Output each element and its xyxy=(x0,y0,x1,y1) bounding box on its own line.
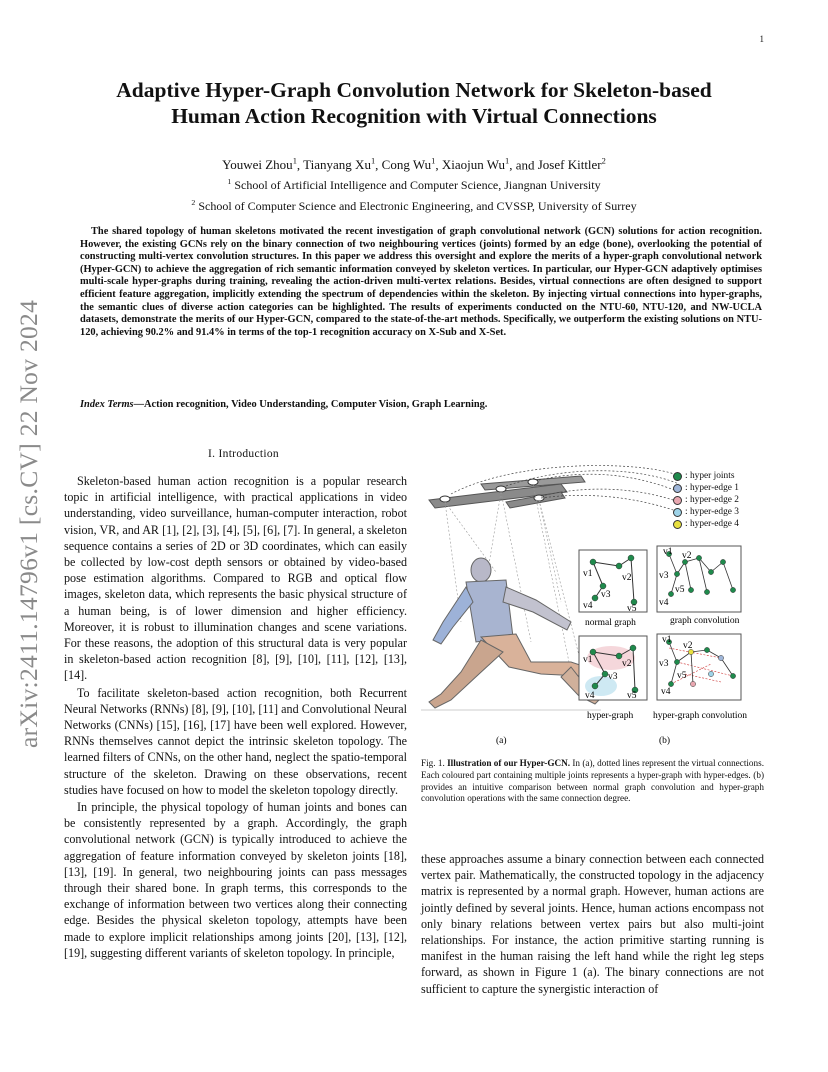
index-terms-text: —Action recognition, Video Understanding, Computer Vision, Graph Learning. xyxy=(133,399,488,410)
column-left-body xyxy=(64,473,407,962)
svg-text:v1: v1 xyxy=(583,569,593,579)
legend-swatch xyxy=(673,484,682,493)
svg-text:v3: v3 xyxy=(659,659,669,669)
arxiv-stamp: arXiv:2411.14796v1 [cs.CV] 22 Nov 2024 xyxy=(14,299,43,748)
figure-legend xyxy=(673,470,739,530)
mannequin-figure xyxy=(429,558,601,708)
svg-text:v4: v4 xyxy=(583,601,593,611)
legend-item-hyper-edge-2: : hyper-edge 2 xyxy=(673,494,739,506)
label-hyper-graph-convolution: hyper-graph convolution xyxy=(653,711,747,721)
abstract-text: The shared topology of human skeletons motivated the recent investigation of graph convolutional network (GCN) solutions for action recognition. However, the existing GCNs rely on the binary connection of two neighbouring vertices (joints) formed by an edge (bone), overlooking the potential of constructing multi-vertex convolution structures. In this paper we address this oversight and explore the merits of a hyper-graph convolutional network (Hyper-GCN) to achieve the aggregation of rich semantic information conveyed by skeleton vertices. In particular, our Hyper-GCN adaptively optimises multi-scale hyper-graphs during training, revealing the action-driven multi-vertex relations. Besides, virtual connections are often designed to support efficient feature aggregation, implicitly extending the spectrum of dependencies within the skeleton. By injecting virtual connections into hyper-graphs, the semantic clues of diverse action categories can be highlighted. The results of experiments conducted on the NTU-60, NTU-120, and NW-UCLA datasets, demonstrate the merits of our Hyper-GCN, compared to the state-of-the-art methods. Specifically, we outperform the existing solutions on NTU-120, achieving 90.2% and 91.4% in terms of the top-1 recognition accuracy on X-Sub and X-Set. xyxy=(80,226,762,338)
svg-text:v5: v5 xyxy=(627,691,637,701)
svg-text:v2: v2 xyxy=(683,641,693,651)
author-name: Youwei Zhou$^1$ xyxy=(222,156,297,173)
author-names: Youwei Zhou$^1$, Tianyang Xu$^1$, Cong Wu$^1$, Xiaojun Wu$^1$, and Josef Kittler$^2$ xyxy=(222,156,606,173)
caption-title: Illustration of our Hyper-GCN. xyxy=(447,758,571,768)
svg-text:v3: v3 xyxy=(601,590,611,600)
svg-text:v2: v2 xyxy=(682,551,692,561)
svg-text:v3: v3 xyxy=(659,571,669,581)
legend-swatch xyxy=(673,508,682,517)
legend-swatch xyxy=(673,472,682,481)
section-heading-introduction: I. Introduction xyxy=(208,448,279,460)
intro-paragraph-3: In principle, the physical topology of human joints and bones can be consistently represented by a graph. Accordingly, the graph convolutional network (GCN) is typically introduced to achieve the aggregation of feature information conveyed by skeleton joints [18], [13], [19]. In general, two neighbouring joints can pass messages through their shared bone. In graph terms, this corresponds to the exchange of information between two vertices along their connecting edge. Besides the physical skeleton topology, attempts have been made to explore implicit relationships among joints [20], [13], [12], [19], suggesting different variants of skeleton topology. In principle, xyxy=(64,800,407,960)
index-terms-label: Index Terms xyxy=(80,399,134,410)
author-name: Cong Wu$^1$ xyxy=(381,156,436,173)
abstract xyxy=(80,226,762,339)
intro-paragraph-2: To facilitate skeleton-based action recognition, both Recurrent Neural Networks (RNNs) [8], [9], [10], [11] and Convolutional Neural Networks (CNNs) [15], [16], [17] have been well explored. However, RNNs themselves cannot depict the intrinsic skeleton topology. The learned filters of CNNs, on the other hand, neglect the spatio-temporal structure of the skeleton. Drawing on these observations, recent studies have focused on how to model the skeleton topology directly. xyxy=(64,685,407,797)
legend-item-hyper-edge-4: : hyper-edge 4 xyxy=(673,518,739,530)
figure-caption xyxy=(421,758,764,805)
svg-text:v4: v4 xyxy=(661,687,671,697)
svg-text:v4: v4 xyxy=(659,598,669,608)
legend-item-hyper-joints: : hyper joints xyxy=(673,470,739,482)
svg-text:v5: v5 xyxy=(677,671,687,681)
panel-normal-graph xyxy=(579,550,647,614)
svg-text:v4: v4 xyxy=(585,691,595,701)
column-right-body xyxy=(421,851,764,998)
svg-text:v3: v3 xyxy=(608,672,618,682)
legend-swatch xyxy=(673,520,682,529)
page-number: 1 xyxy=(759,34,764,44)
label-normal-graph: normal graph xyxy=(585,618,636,628)
author-name: Xiaojun Wu$^1$ xyxy=(441,156,510,173)
author-name: Tianyang Xu$^1$ xyxy=(303,156,376,173)
legend-swatch xyxy=(673,496,682,505)
affiliation-2: $^2$ School of Computer Science and Electronic Engineering, and CVSSP, University of Surrey xyxy=(191,198,637,214)
panel-hyper-graph xyxy=(579,636,647,701)
intro-paragraph-1: Skeleton-based human action recognition is a popular research topic in artificial intelligence, with practical applications in video understanding, video surveillance, human-computer interaction, robot vision, VR, and AR [1], [2], [3], [4], [5], [6], [7]. In general, a skeleton sequence contains a series of 2D or 3D coordinates, which can easily be collected by low-cost depth sensors or obtained by video-based pose estimation algorithms. Compared to RGB and optical flow images, skeleton data, which represents the basic physical structure of a human being, is of lower dimension and higher efficiency. Moreover, it is robust to illumination changes and scene variations. For these reasons, the adoption of this structural data is very popular in skeleton-based action recognition [8], [9], [10], [11], [12], [13], [14]. xyxy=(64,474,407,683)
intro-paragraph-continued: these approaches assume a binary connection between each connected vertex pair. Mathematically, the constructed topology in the adjacency matrix is represented by a normal graph. However, human actions are jointly defined by several joints. Hence, human actions encompass not only binary relations between vertex pairs but also multi-joint relationships. For instance, the action primitive starting running is manifest in the human raising the left hand while the right leg steps forward, as shown in Figure 1 (a). The binary connections are not sufficient to capture the synergistic interaction of xyxy=(421,852,764,996)
author-block xyxy=(80,153,748,215)
label-subfig-a: (a) xyxy=(496,736,507,746)
affiliation-1: $^1$ School of Artificial Intelligence and Computer Science, Jiangnan University xyxy=(227,177,601,193)
svg-text:v1: v1 xyxy=(583,655,593,665)
paper-title: Adaptive Hyper-Graph Convolution Network for Skeleton-based Human Action Recognition with Virtual Connections xyxy=(116,78,712,128)
panel-hyper-graph-convolution xyxy=(657,634,741,700)
index-terms xyxy=(80,399,762,410)
svg-text:v2: v2 xyxy=(622,659,632,669)
label-graph-convolution: graph convolution xyxy=(670,616,740,626)
legend-item-hyper-edge-3: : hyper-edge 3 xyxy=(673,506,739,518)
caption-text: In (a), dotted lines represent the virtual connections. Each coloured part containing multiple joints represents a hyper-graph with hyper-edges. (b) provides an intuitive comparison between normal graph convolution and hyper-graph convolution operations with the same connection degree. xyxy=(421,758,764,804)
svg-text:v2: v2 xyxy=(622,573,632,583)
label-hyper-graph: hyper-graph xyxy=(587,711,634,721)
svg-text:v5: v5 xyxy=(675,585,685,595)
author-name: Josef Kittler$^2$ xyxy=(537,156,606,173)
svg-text:v1: v1 xyxy=(662,635,672,645)
panel-graph-convolution xyxy=(657,546,741,612)
caption-label: Fig. 1. xyxy=(421,758,445,768)
label-subfig-b: (b) xyxy=(659,736,671,746)
svg-text:v1: v1 xyxy=(663,547,673,557)
svg-text:v5: v5 xyxy=(627,604,637,614)
legend-item-hyper-edge-1: : hyper-edge 1 xyxy=(673,482,739,494)
